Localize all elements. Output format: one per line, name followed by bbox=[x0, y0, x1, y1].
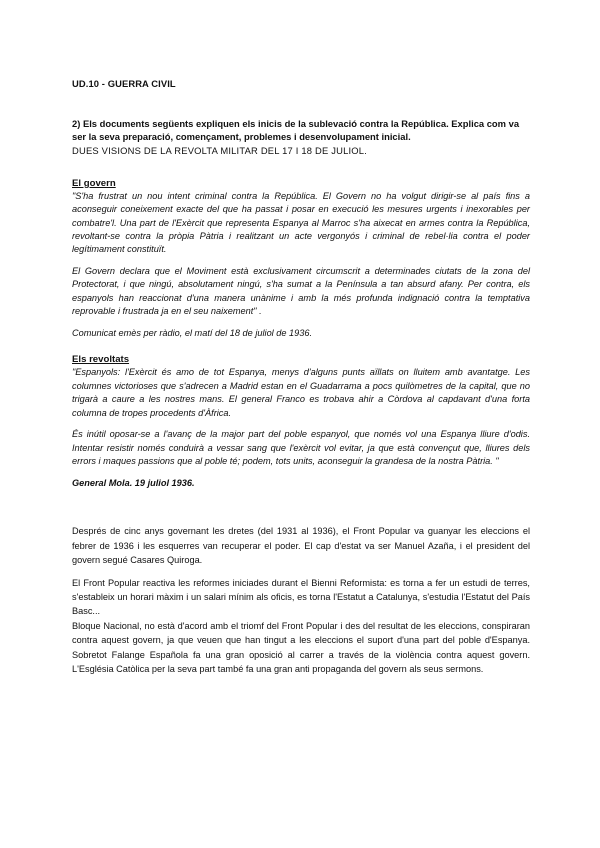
document-subtitle: DUES VISIONS DE LA REVOLTA MILITAR DEL 17 I 18 DE JULIOL. bbox=[72, 144, 367, 156]
revoltats-quote-paragraph: "Espanyols: l'Exèrcit és amo de tot Espanya, menys d'alguns punts aïllats on lluitem amb avantatge. Les columnes victorioses que s'adrecen a Madrid estan en el Guadarrama a pocs quilòmetres de la capital, que no trigarà a caure a les nostres mans. El general Franco es trobava ahir a Còrdova al capdavant d'una forta columna de tropes procedents d'Àfrica. bbox=[72, 367, 530, 418]
govern-quote-paragraph: "S'ha frustrat un nou intent criminal contra la República. El Govern no ha volgut dirigir-se al país fins a aconseguir coneixement exacte del que ha passat i posar en execució les mesures urgents i inexorables per combatre'l. Una part de l'Exèrcit que representa Espanya al Marroc s'ha aixecat en armes contra la República, revoltant-se contra la pròpia Pàtria i realitzant un acte vergonyós i criminal de rebel·lia contra el poder legítimament constituït. bbox=[72, 190, 530, 255]
answer-paragraph: Després de cinc anys governant les dretes (del 1931 al 1936), el Front Popular va guanyar les eleccions el febrer de 1936 i les esquerres van recuperar el poder. El cap d'estat va ser Manuel Azaña, i el president del govern segué Casares Quiroga. bbox=[72, 526, 530, 566]
answer-paragraph: Bloque Nacional, no està d'acord amb el triomf del Front Popular i des del resultat de les eleccions, conspiraran contra aquest govern, ja que veuen que han tingut a les eleccions el suport d'una part del poble d'Espanya. Sobretot Falange Española fa una gran oposició al carrer a través de la violència contra aquest govern. L'Església Catòlica per la seva part també fa una gran anti propaganda del govern als seus sermons. bbox=[72, 620, 530, 674]
section-heading-revoltats: Els revoltats bbox=[72, 354, 130, 366]
answer-paragraph: El Front Popular reactiva les reformes iniciades durant el Bienni Reformista: es torna a fer un estudi de terres, s'estableix un horari màxim i un salari mínim als oficis, es torna l'Estatut a Catalunya, s'estudia l'Estatut del País Basc... bbox=[72, 577, 530, 617]
revoltats-quote-paragraph: És inútil oposar-se a l'avanç de la major part del poble espanyol, que només vol una Espanya lliure d'odis. Intentar resistir només conduirà a vessar sang que l'exèrcit vol evitar, ja que està convençut que, lliures dels errors i maques passions que al poble té; podem, tots units, aconseguir la grandesa de la nostra Pàtria. " bbox=[72, 429, 530, 466]
unit-title: UD.10 - GUERRA CIVIL bbox=[72, 78, 176, 89]
document-page bbox=[72, 78, 530, 676]
govern-quote-paragraph: El Govern declara que el Moviment està exclusivament circumscrit a determinades ciutats de la zona del Protectorat, i que ningú, absolutament ningú, s'ha sumat a la Península a tan absurd afany. Per contra, els espanyols han reaccionat d'una manera unànime i amb la més profunda indignació contra la temptativa reprovable i frustrada ja en el seu naixement" . bbox=[72, 265, 530, 317]
revoltats-source: General Mola. 19 juliol 1936. bbox=[72, 478, 195, 489]
govern-source: Comunicat emès per ràdio, el matí del 18 de juliol de 1936. bbox=[72, 328, 313, 339]
question-text: 2) Els documents següents expliquen els inicis de la sublevació contra la República. Explica com va ser la seva preparació, començament, problemes i desenvolupament inicial. bbox=[72, 118, 520, 143]
section-heading-govern: El govern bbox=[72, 177, 116, 189]
